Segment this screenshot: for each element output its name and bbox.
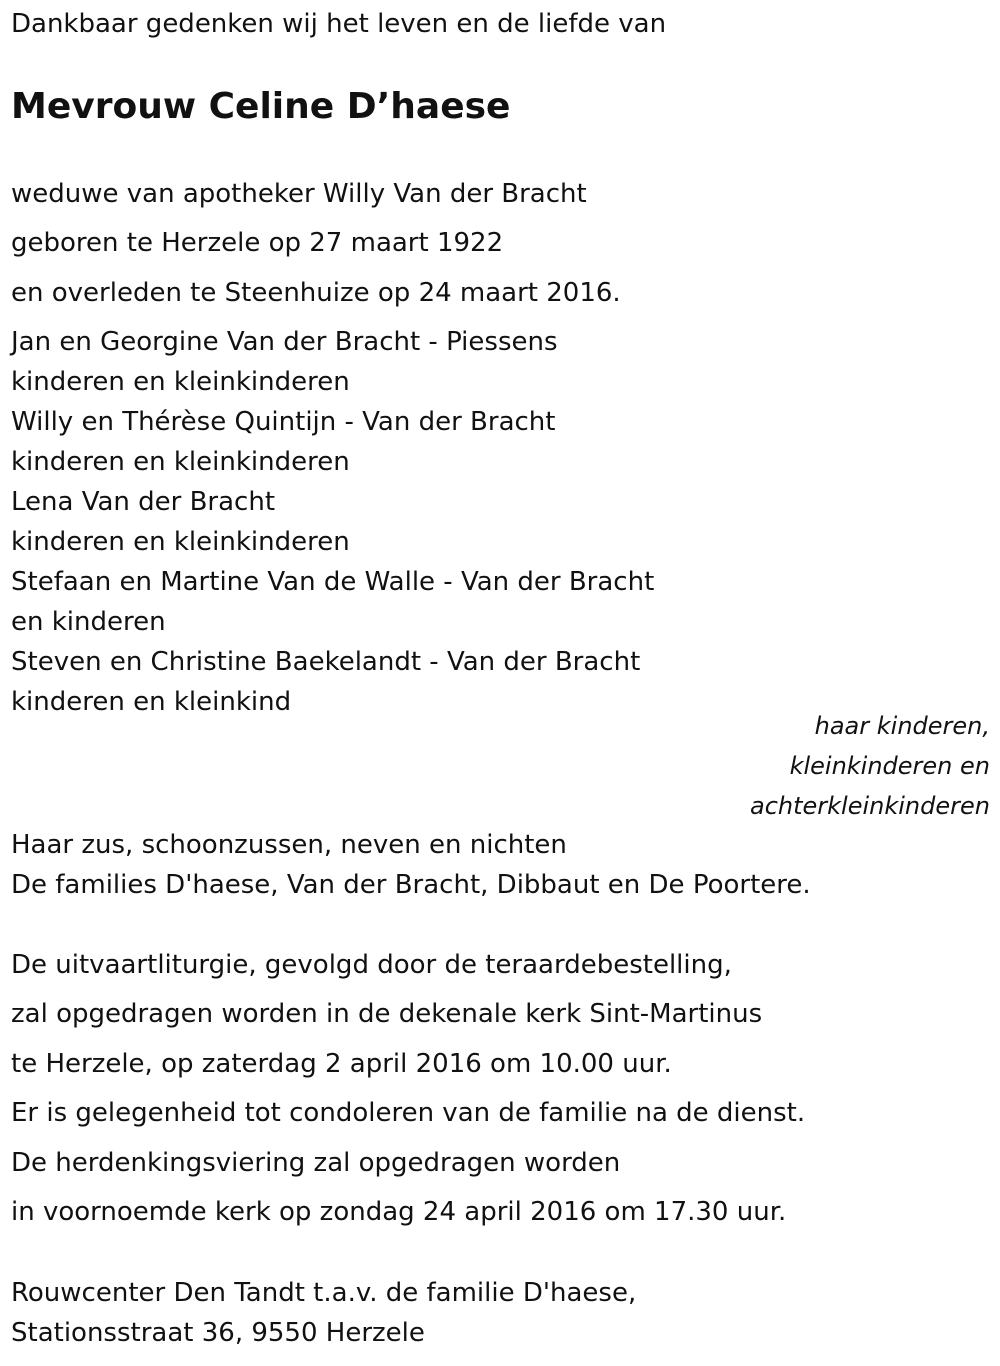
family-line: kinderen en kleinkinderen bbox=[11, 367, 350, 397]
detail-born: geboren te Herzele op 27 maart 1922 bbox=[11, 228, 504, 258]
family-line: kinderen en kleinkinderen bbox=[11, 527, 350, 557]
family-line: kinderen en kleinkind bbox=[11, 687, 292, 717]
family-note-line: achterkleinkinderen bbox=[750, 792, 990, 820]
family-line: Willy en Thérèse Quintijn - Van der Bracht bbox=[11, 407, 556, 437]
funeral-line: in voornoemde kerk op zondag 24 april 2016 om 17.30 uur. bbox=[11, 1197, 787, 1227]
family-line: en kinderen bbox=[11, 607, 166, 637]
family-line: kinderen en kleinkinderen bbox=[11, 447, 350, 477]
detail-widow: weduwe van apotheker Willy Van der Bracht bbox=[11, 179, 587, 209]
family-line: Jan en Georgine Van der Bracht - Piessens bbox=[11, 327, 558, 357]
family-line: Stefaan en Martine Van de Walle - Van der Bracht bbox=[11, 567, 655, 597]
family-note-line: haar kinderen, bbox=[814, 712, 990, 740]
family-note-line: kleinkinderen en bbox=[789, 752, 990, 780]
funeral-line: zal opgedragen worden in de dekenale kerk Sint-Martinus bbox=[11, 999, 763, 1029]
funeral-line: De uitvaartliturgie, gevolgd door de teraardebestelling, bbox=[11, 950, 732, 980]
family-line: Lena Van der Bracht bbox=[11, 487, 276, 517]
relatives-line: De families D'haese, Van der Bracht, Dibbaut en De Poortere. bbox=[11, 870, 811, 900]
family-line: Steven en Christine Baekelandt - Van der Bracht bbox=[11, 647, 641, 677]
detail-died: en overleden te Steenhuize op 24 maart 2016. bbox=[11, 278, 621, 308]
address-line: Stationsstraat 36, 9550 Herzele bbox=[11, 1318, 425, 1348]
deceased-name: Mevrouw Celine D’haese bbox=[11, 86, 511, 127]
funeral-line: De herdenkingsviering zal opgedragen worden bbox=[11, 1148, 621, 1178]
funeral-line: Er is gelegenheid tot condoleren van de familie na de dienst. bbox=[11, 1098, 806, 1128]
funeral-line: te Herzele, op zaterdag 2 april 2016 om 10.00 uur. bbox=[11, 1049, 672, 1079]
relatives-line: Haar zus, schoonzussen, neven en nichten bbox=[11, 830, 567, 860]
address-line: Rouwcenter Den Tandt t.a.v. de familie D'haese, bbox=[11, 1278, 637, 1308]
intro-line: Dankbaar gedenken wij het leven en de liefde van bbox=[11, 9, 667, 39]
